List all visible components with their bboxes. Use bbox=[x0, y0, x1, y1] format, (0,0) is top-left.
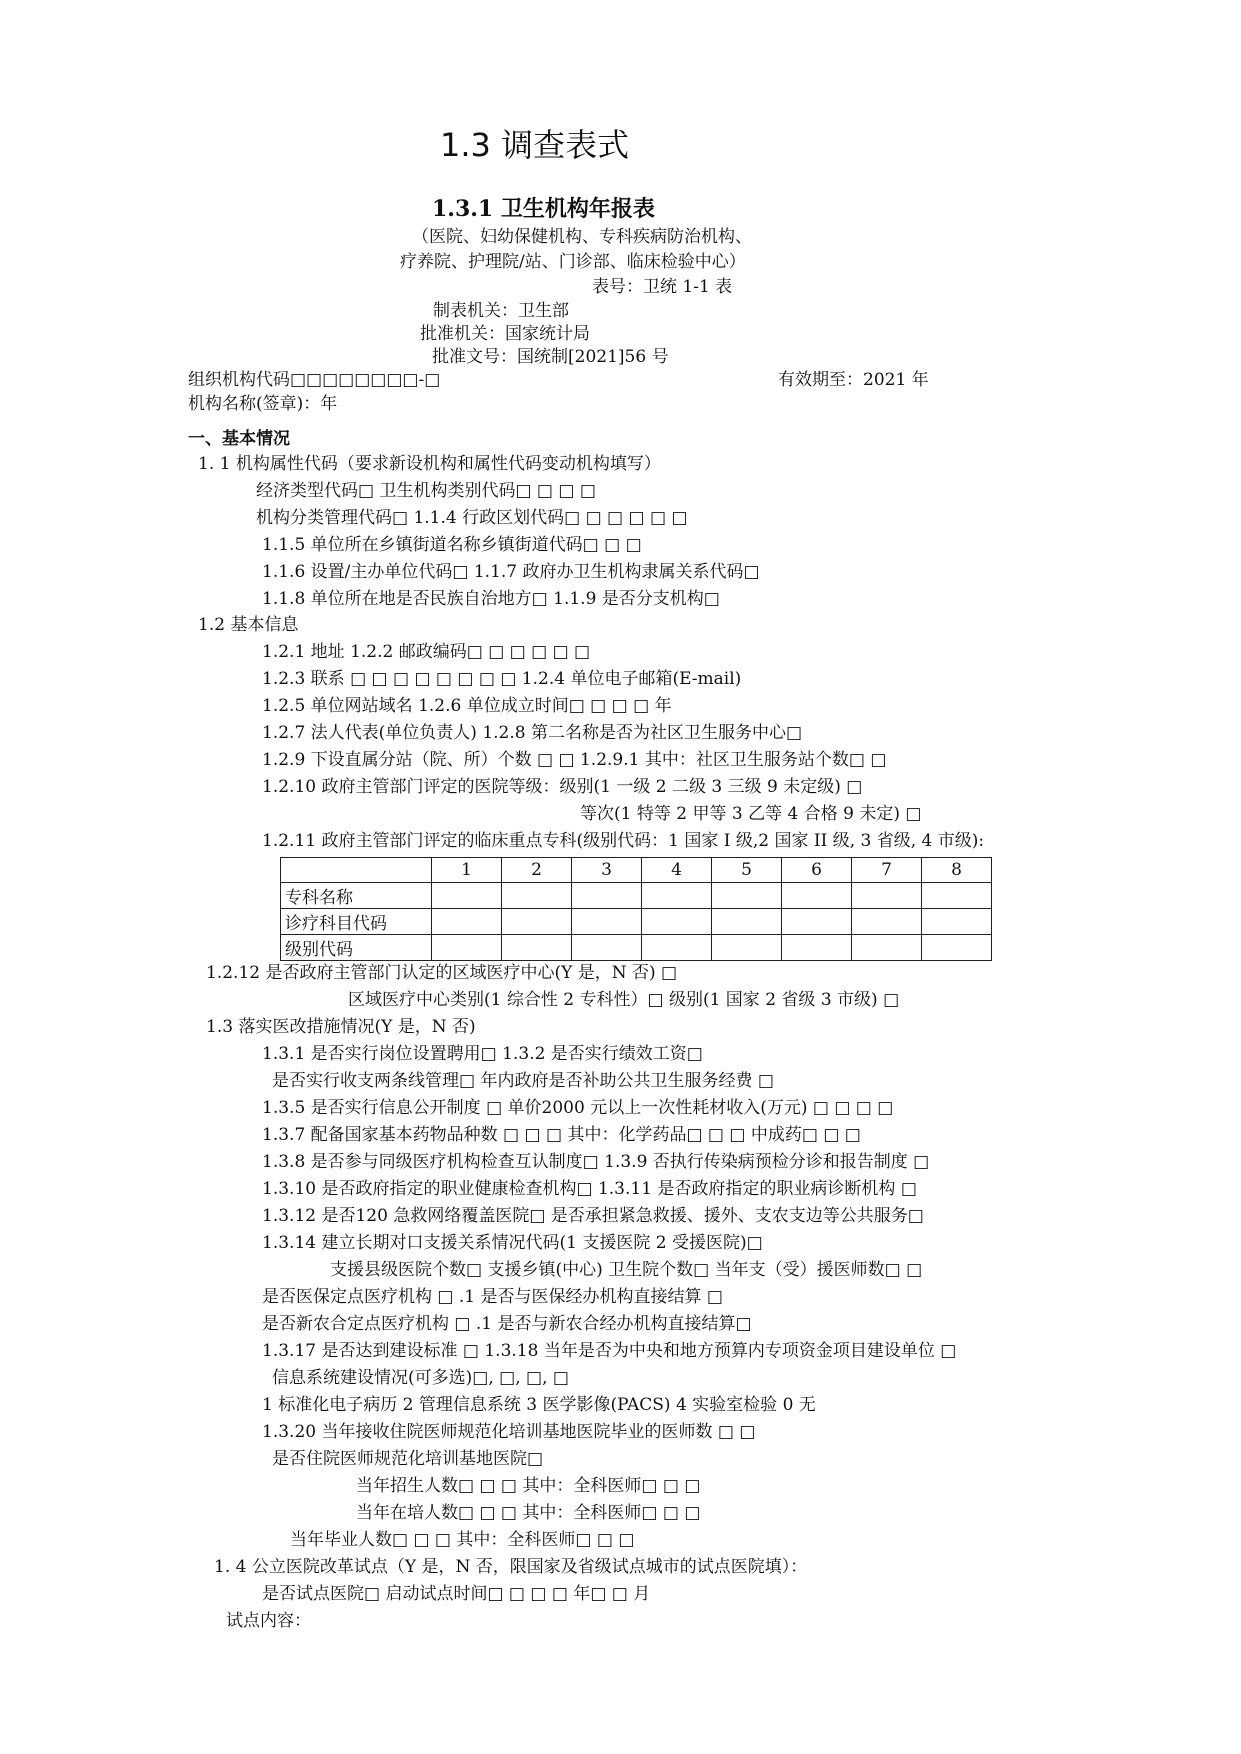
text-line: 1.2.9 下设直属分站（院、所）个数 □ □ 1.2.9.1 其中：社区卫生服务站个数□ □ bbox=[262, 750, 887, 770]
text-line: 信息系统建设情况(可多选)□, □, □, □ bbox=[272, 1368, 569, 1388]
scope-line-1: （医院、妇幼保健机构、专科疾病防治机构、 bbox=[412, 227, 752, 247]
org-code: 组织机构代码□□□□□□□□-□ bbox=[188, 370, 441, 390]
row-label: 级别代码 bbox=[281, 935, 432, 961]
text-line: 1.2.10 政府主管部门评定的医院等级：级别(1 一级 2 二级 3 三级 9 未定级) □ bbox=[262, 777, 863, 797]
text-line: 当年在培人数□ □ □ 其中：全科医师□ □ □ bbox=[356, 1503, 701, 1523]
text-line: 1.3.8 是否参与同级医疗机构检查互认制度□ 1.3.9 否执行传染病预检分诊和报告制度 □ bbox=[262, 1152, 930, 1172]
text-line: 试点内容： bbox=[226, 1611, 311, 1631]
form-title: 1.3.1 卫生机构年报表 bbox=[432, 196, 655, 222]
text-line: 是否新农合定点医疗机构 □ .1 是否与新农合经办机构直接结算□ bbox=[262, 1314, 752, 1334]
valid-until: 有效期至：2021 年 bbox=[778, 370, 929, 390]
approver: 批准机关：国家统计局 bbox=[420, 324, 590, 344]
table-cell bbox=[712, 935, 782, 961]
table-header-cell: 8 bbox=[922, 858, 992, 883]
text-line: 1.3.12 是否120 急救网络覆盖医院□ 是否承担紧急救援、援外、支农支边等公共服务□ bbox=[262, 1206, 924, 1226]
text-line: 1.2.1 地址 1.2.2 邮政编码□ □ □ □ □ □ bbox=[262, 642, 591, 662]
table-cell bbox=[502, 909, 572, 935]
table-header-cell: 3 bbox=[572, 858, 642, 883]
table-cell bbox=[502, 935, 572, 961]
table-cell bbox=[852, 935, 922, 961]
text-line: 机构分类管理代码□ 1.1.4 行政区划代码□ □ □ □ □ □ bbox=[256, 508, 688, 528]
table-cell bbox=[712, 883, 782, 909]
table-cell bbox=[922, 935, 992, 961]
text-line: 1.2.11 政府主管部门评定的临床重点专科(级别代码：1 国家 I 级,2 国家 II 级, 3 省级, 4 市级): bbox=[262, 831, 985, 851]
table-cell bbox=[852, 883, 922, 909]
text-line: 是否住院医师规范化培训基地医院□ bbox=[272, 1449, 544, 1469]
table-cell bbox=[502, 883, 572, 909]
text-line: 1.1.6 设置/主办单位代码□ 1.1.7 政府办卫生机构隶属关系代码□ bbox=[262, 562, 760, 582]
text-line: 1.2.3 联系 □ □ □ □ □ □ □ □ 1.2.4 单位电子邮箱(E-mail) bbox=[262, 669, 742, 689]
table-row bbox=[281, 883, 992, 909]
table-cell bbox=[642, 909, 712, 935]
table-cell bbox=[922, 883, 992, 909]
text-line: 是否医保定点医疗机构 □ .1 是否与医保经办机构直接结算 □ bbox=[262, 1287, 723, 1307]
table-cell bbox=[432, 935, 502, 961]
text-line: 1.3.10 是否政府指定的职业健康检查机构□ 1.3.11 是否政府指定的职业病诊断机构 □ bbox=[262, 1179, 917, 1199]
scope-line-2: 疗养院、护理院/站、门诊部、临床检验中心） bbox=[400, 252, 746, 272]
text-line: 1. 1 机构属性代码（要求新设机构和属性代码变动机构填写） bbox=[198, 454, 661, 474]
text-line: 是否实行收支两条线管理□ 年内政府是否补助公共卫生服务经费 □ bbox=[272, 1071, 774, 1091]
table-cell bbox=[432, 909, 502, 935]
table-cell bbox=[782, 909, 852, 935]
text-line: 1.3.14 建立长期对口支援关系情况代码(1 支援医院 2 受援医院)□ bbox=[262, 1233, 763, 1253]
text-line: 1.3.7 配备国家基本药物品种数 □ □ □ 其中：化学药品□ □ □ 中成药□ □ □ bbox=[262, 1125, 861, 1145]
text-line: 1.3.1 是否实行岗位设置聘用□ 1.3.2 是否实行绩效工资□ bbox=[262, 1044, 703, 1064]
text-line: 1 标准化电子病历 2 管理信息系统 3 医学影像(PACS) 4 实验室检验 0 无 bbox=[262, 1395, 816, 1415]
text-line: 当年招生人数□ □ □ 其中：全科医师□ □ □ bbox=[356, 1476, 701, 1496]
table-header-cell: 4 bbox=[642, 858, 712, 883]
text-line: 1.3.5 是否实行信息公开制度 □ 单价2000 元以上一次性耗材收入(万元) □ □ □ □ bbox=[262, 1098, 894, 1118]
text-line: 1.3.20 当年接收住院医师规范化培训基地医院毕业的医师数 □ □ bbox=[262, 1422, 756, 1442]
section-basic-info: 一、基本情况 bbox=[188, 429, 290, 449]
table-cell bbox=[642, 883, 712, 909]
table-header-cell: 2 bbox=[502, 858, 572, 883]
text-line: 等次(1 特等 2 甲等 3 乙等 4 合格 9 未定) □ bbox=[580, 804, 922, 824]
table-header-cell: 7 bbox=[852, 858, 922, 883]
table-header-cell: 5 bbox=[712, 858, 782, 883]
text-line: 1.2.5 单位网站域名 1.2.6 单位成立时间□ □ □ □ 年 bbox=[262, 696, 672, 716]
table-cell bbox=[782, 935, 852, 961]
table-cell bbox=[922, 909, 992, 935]
page-title: 1.3 调查表式 bbox=[440, 126, 630, 164]
table-cell bbox=[572, 909, 642, 935]
text-line: 支援县级医院个数□ 支援乡镇(中心) 卫生院个数□ 当年支（受）援医师数□ □ bbox=[330, 1260, 923, 1280]
text-line: 1.2.12 是否政府主管部门认定的区域医疗中心(Y 是，N 否) □ bbox=[206, 963, 678, 983]
table-cell bbox=[712, 909, 782, 935]
org-name: 机构名称(签章)：年 bbox=[188, 394, 338, 414]
text-line: 经济类型代码□ 卫生机构类别代码□ □ □ □ bbox=[256, 481, 596, 501]
row-label: 专科名称 bbox=[281, 883, 432, 909]
text-line: 区域医疗中心类别(1 综合性 2 专科性）□ 级别(1 国家 2 省级 3 市级) □ bbox=[348, 990, 900, 1010]
table-cell bbox=[642, 935, 712, 961]
table-row bbox=[281, 935, 992, 961]
table-row bbox=[281, 909, 992, 935]
table-header-row bbox=[281, 858, 992, 883]
text-line: 1.1.8 单位所在地是否民族自治地方□ 1.1.9 是否分支机构□ bbox=[262, 589, 720, 609]
text-line: 1.2.7 法人代表(单位负责人) 1.2.8 第二名称是否为社区卫生服务中心□ bbox=[262, 723, 803, 743]
table-cell bbox=[432, 883, 502, 909]
form-number: 表号：卫统 1-1 表 bbox=[592, 277, 733, 297]
text-line: 1. 4 公立医院改革试点（Y 是，N 否，限国家及省级试点城市的试点医院填）： bbox=[214, 1557, 808, 1577]
table-header-cell: 6 bbox=[782, 858, 852, 883]
row-label: 诊疗科目代码 bbox=[281, 909, 432, 935]
text-line: 当年毕业人数□ □ □ 其中：全科医师□ □ □ bbox=[290, 1530, 635, 1550]
issuer: 制表机关：卫生部 bbox=[433, 301, 569, 321]
table-cell bbox=[852, 909, 922, 935]
table-cell bbox=[782, 883, 852, 909]
approval-document: 批准文号：国统制[2021]56 号 bbox=[432, 347, 669, 367]
table-cell bbox=[572, 935, 642, 961]
text-line: 是否试点医院□ 启动试点时间□ □ □ □ 年□ □ 月 bbox=[262, 1584, 651, 1604]
text-line: 1.2 基本信息 bbox=[198, 615, 299, 635]
text-line: 1.3 落实医改措施情况(Y 是，N 否) bbox=[206, 1017, 476, 1037]
text-line: 1.1.5 单位所在乡镇街道名称乡镇街道代码□ □ □ bbox=[262, 535, 642, 555]
specialty-table bbox=[280, 857, 992, 961]
table-cell bbox=[572, 883, 642, 909]
table-header-cell: 1 bbox=[432, 858, 502, 883]
text-line: 1.3.17 是否达到建设标准 □ 1.3.18 当年是否为中央和地方预算内专项资金项目建设单位 □ bbox=[262, 1341, 957, 1361]
table-cell bbox=[281, 858, 432, 883]
